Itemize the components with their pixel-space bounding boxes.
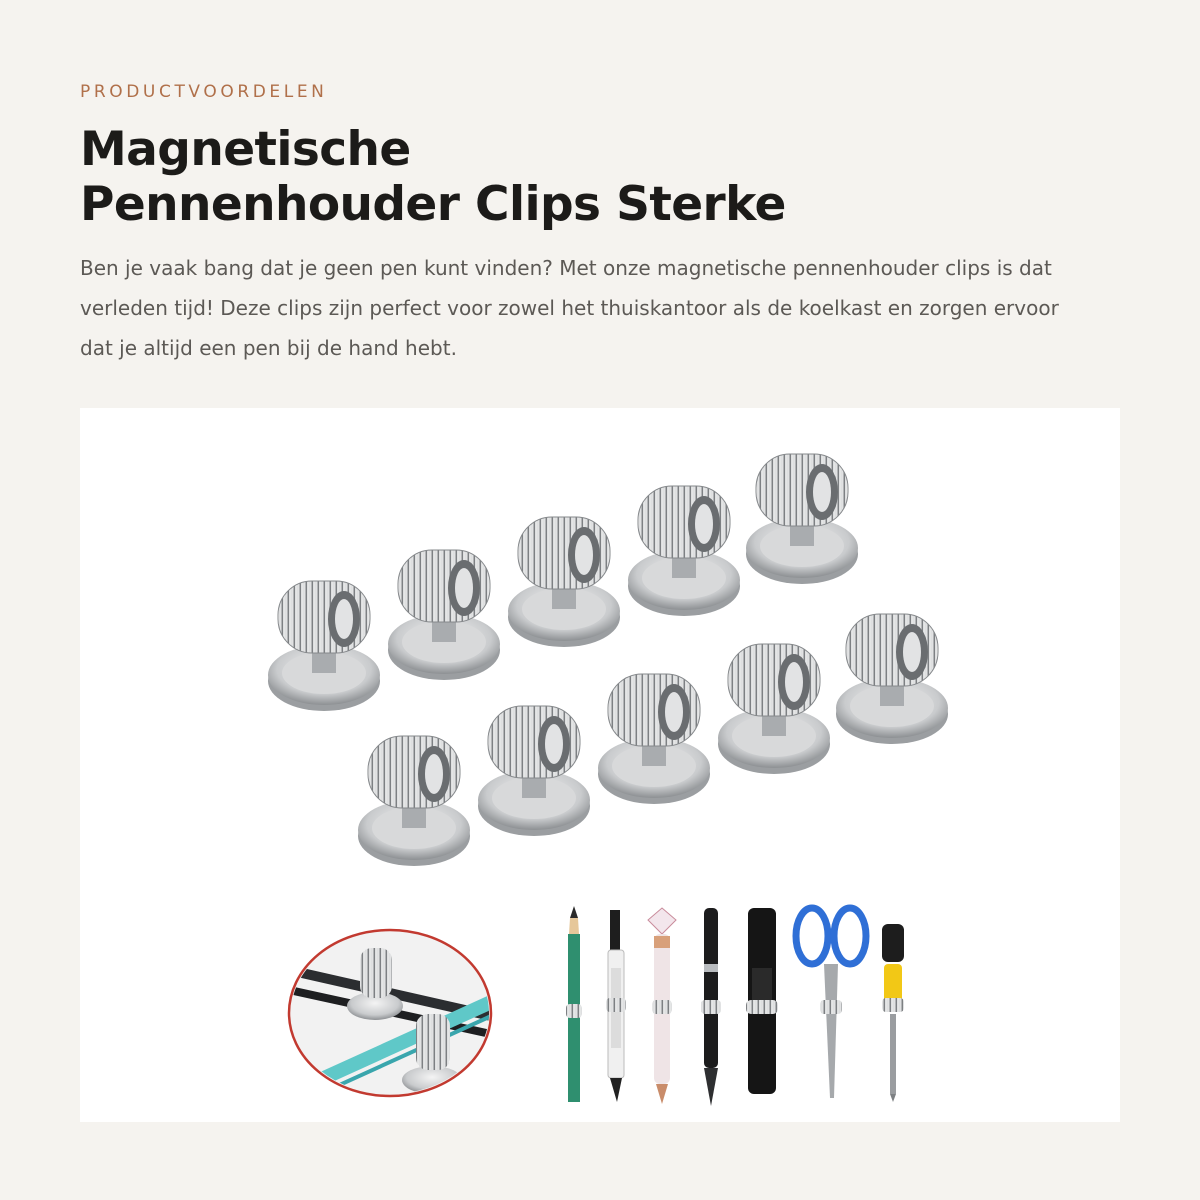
- magnetic-clip-icon: [478, 706, 590, 836]
- section-eyebrow: PRODUCTVOORDELEN: [80, 82, 328, 102]
- magnetic-clip-icon: [508, 517, 620, 647]
- magnetic-clip-icon: [598, 674, 710, 804]
- loupe-detail-icon: [280, 930, 500, 1112]
- scissors-icon: [796, 908, 866, 1098]
- product-benefits-section: [80, 78, 1120, 368]
- marker-icon: [746, 908, 778, 1094]
- section-title: [80, 122, 1120, 232]
- product-image: [80, 408, 1120, 1122]
- pencil-icon: [566, 906, 582, 1102]
- magnetic-clip-icon: [746, 454, 858, 584]
- screwdriver-icon: [882, 924, 904, 1102]
- gel-pen-icon: [606, 910, 626, 1102]
- magnetic-clip-icon: [836, 614, 948, 744]
- ballpoint-pen-icon: [701, 908, 721, 1106]
- magnetic-clip-icon: [388, 550, 500, 680]
- magnetic-clip-icon: [358, 736, 470, 866]
- section-description: Ben je vaak bang dat je geen pen kunt vinden? Met onze magnetische pennenhouder clips is dat verleden tijd! Deze clips zijn perfect voor zowel het thuiskantoor als de koelkast en zorgen ervoor dat je altijd een pen bij de hand hebt.: [80, 256, 1059, 360]
- title-line-2: Pennenhouder Clips Sterke: [80, 177, 786, 232]
- magnetic-clip-icon: [268, 581, 380, 711]
- magnetic-clip-icon: [628, 486, 740, 616]
- magnetic-clip-icon: [718, 644, 830, 774]
- diamond-pen-icon: [648, 908, 676, 1104]
- title-line-1: Magnetische: [80, 122, 411, 177]
